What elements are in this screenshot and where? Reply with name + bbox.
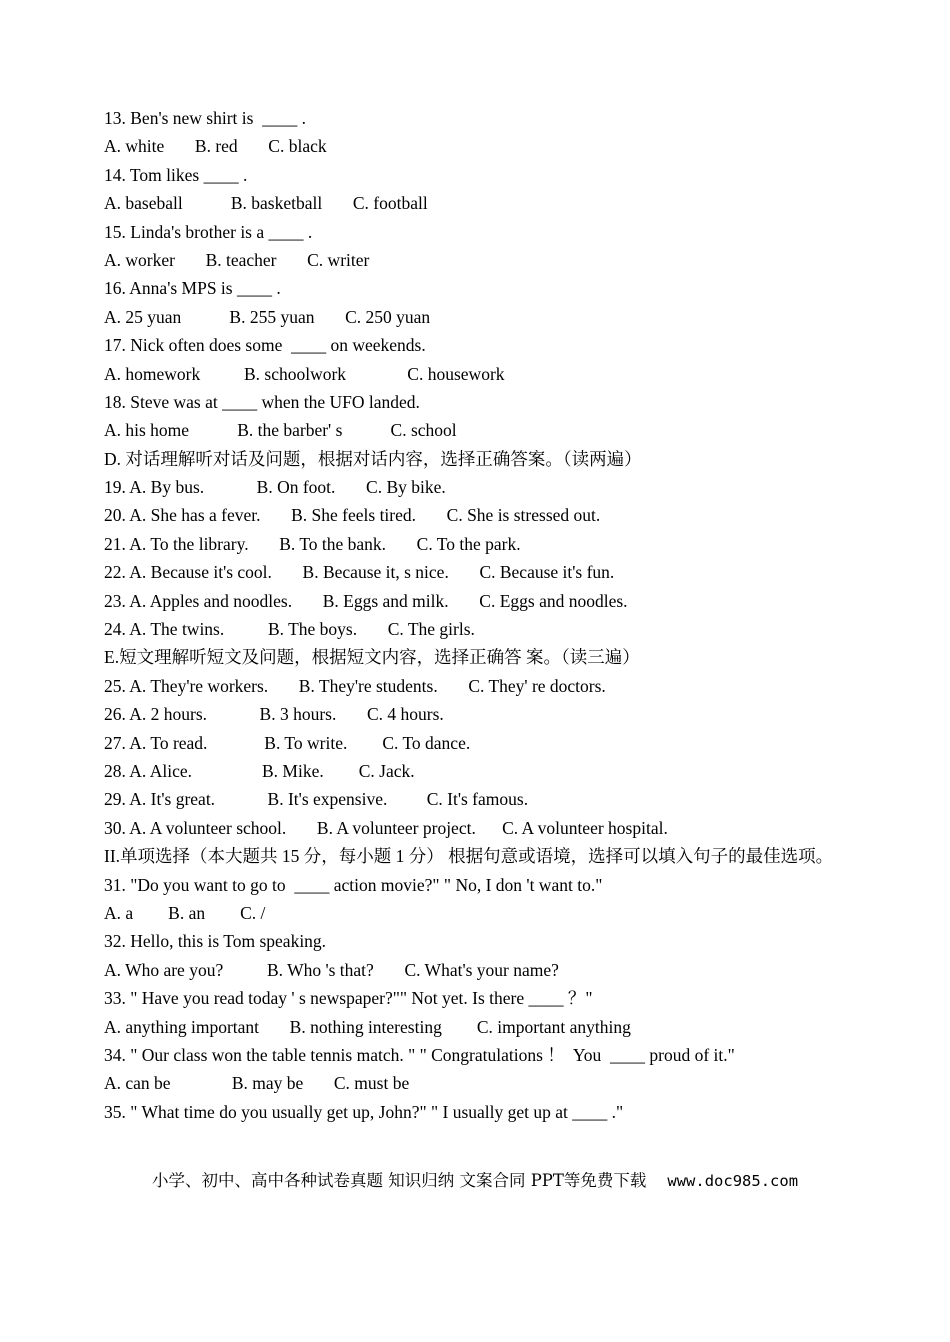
- question-14: 14. Tom likes ____ .: [104, 164, 248, 185]
- question-34: 34. " Our class won the table tennis match. " " Congratulations ！ You ____ proud of it.": [104, 1044, 735, 1065]
- exam-content: [104, 104, 844, 1126]
- question-30: 30. A. A volunteer school. B. A volunteer project. C. A volunteer hospital.: [104, 817, 668, 838]
- question-13: 13. Ben's new shirt is ____ .: [104, 108, 306, 128]
- options-34: A. can be B. may be C. must be: [104, 1073, 410, 1094]
- options-16: A. 25 yuan B. 255 yuan C. 250 yuan: [104, 306, 431, 327]
- options-17: A. homework B. schoolwork C. housework: [104, 363, 505, 384]
- question-32: 32. Hello, this is Tom speaking.: [104, 931, 327, 952]
- question-17: 17. Nick often does some ____ on weekends.: [104, 335, 426, 356]
- section-e-heading: E.短文理解听短文及问题，根据短文内容，选择正确答 案。（读三遍）: [104, 647, 640, 668]
- section-ii-heading: II.单项选择（本大题共 15 分，每小题 1 分） 根据句意或语境，选择可以填入句子的最佳选项。: [104, 846, 834, 867]
- question-15: 15. Linda's brother is a ____ .: [104, 221, 313, 242]
- question-24: 24. A. The twins. B. The boys. C. The girls.: [104, 619, 475, 640]
- options-31: A. a B. an C. /: [104, 902, 266, 923]
- options-33: A. anything important B. nothing interesting C. important anything: [104, 1016, 631, 1037]
- question-20: 20. A. She has a fever. B. She feels tired. C. She is stressed out.: [104, 505, 601, 526]
- footer-text: 小学、初中、高中各种试卷真题 知识归纳 文案合同 PPT等免费下载: [151, 1171, 647, 1190]
- question-16: 16. Anna's MPS is ____ .: [104, 278, 281, 299]
- options-14: A. baseball B. basketball C. football: [104, 193, 428, 214]
- question-28: 28. A. Alice. B. Mike. C. Jack.: [104, 760, 415, 781]
- question-23: 23. A. Apples and noodles. B. Eggs and milk. C. Eggs and noodles.: [104, 590, 628, 611]
- options-13: A. white B. red C. black: [104, 136, 327, 157]
- options-15: A. worker B. teacher C. writer: [104, 249, 370, 270]
- question-21: 21. A. To the library. B. To the bank. C. To the park.: [104, 533, 521, 554]
- question-35: 35. " What time do you usually get up, John?" " I usually get up at ____ .": [104, 1101, 624, 1122]
- page-footer: [0, 1167, 950, 1195]
- question-27: 27. A. To read. B. To write. C. To dance.: [104, 732, 471, 753]
- question-33: 33. " Have you read today ' s newspaper?"" Not yet. Is there ____ ？": [104, 988, 593, 1009]
- section-d-heading: D. 对话理解听对话及问题，根据对话内容，选择正确答案。（读两遍）: [104, 448, 642, 469]
- options-18: A. his home B. the barber' s C. school: [104, 420, 457, 441]
- question-19: 19. A. By bus. B. On foot. C. By bike.: [104, 477, 446, 498]
- question-31: 31. "Do you want to go to ____ action movie?" " No, I don 't want to.": [104, 874, 603, 895]
- question-25: 25. A. They're workers. B. They're students. C. They' re doctors.: [104, 675, 606, 696]
- footer-url[interactable]: www.doc985.com: [667, 1172, 799, 1190]
- question-26: 26. A. 2 hours. B. 3 hours. C. 4 hours.: [104, 704, 444, 725]
- question-22: 22. A. Because it's cool. B. Because it, s nice. C. Because it's fun.: [104, 562, 615, 583]
- question-18: 18. Steve was at ____ when the UFO landed.: [104, 391, 420, 412]
- question-29: 29. A. It's great. B. It's expensive. C. It's famous.: [104, 789, 529, 810]
- options-32: A. Who are you? B. Who 's that? C. What's your name?: [104, 959, 559, 980]
